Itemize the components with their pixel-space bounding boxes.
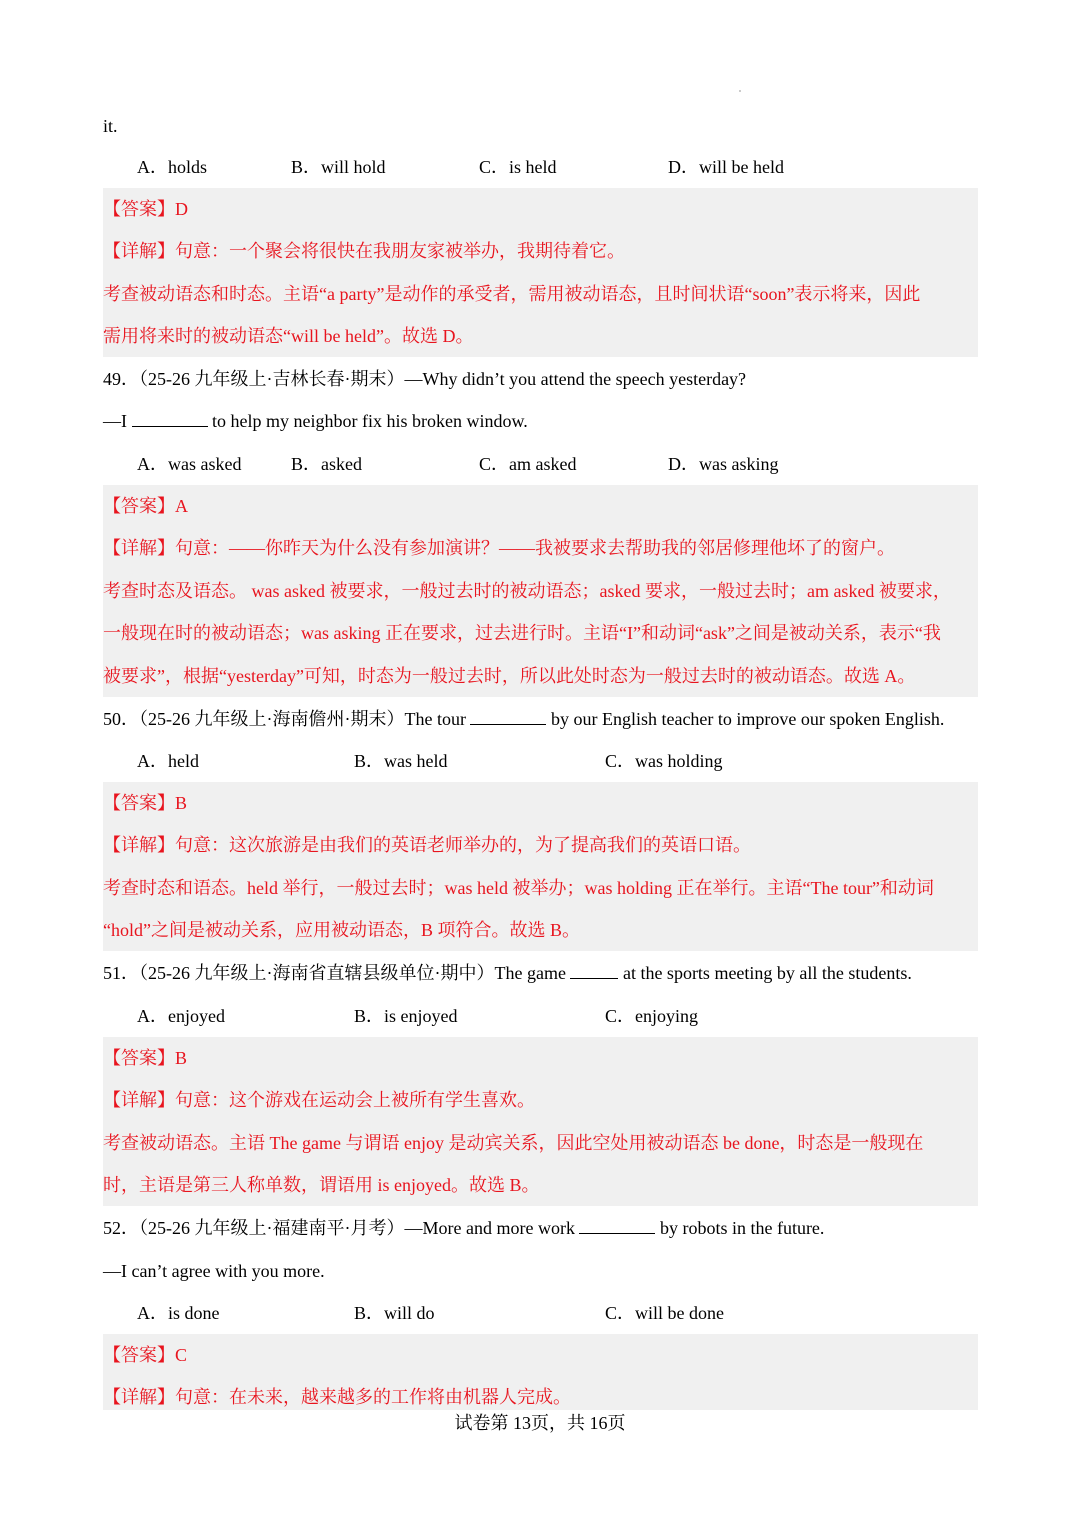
q48-stem-tail: it. — [103, 116, 118, 136]
q49-option-a: A．was asked — [137, 454, 242, 474]
q51-blank — [570, 960, 618, 979]
q49-stem-line-2: —I to help my neighbor fix his broken window. — [103, 406, 528, 436]
q48-option-a: A．holds — [137, 157, 208, 177]
q48-option-d: D．will be held — [668, 157, 784, 177]
q48-detail-line-3: 需用将来时的被动语态“will be held”。故选 D。 — [103, 326, 474, 346]
q51-detail-line-2: 考查被动语态。主语 The game 与谓语 enjoy 是动宾关系，因此空处用被动语态 be done，时态是一般现在 — [103, 1133, 924, 1153]
page-footer: 试卷第 13页，共 16页 — [454, 1413, 626, 1433]
q51-stem: 51．（25-26 九年级上·海南省直辖县级单位·期中）The game at the sports meeting by all the students. — [103, 958, 912, 988]
q52-option-a: A．is done — [137, 1303, 220, 1323]
q52-stem-line-1: 52．（25-26 九年级上·福建南平·月考）—More and more work by robots in the future. — [103, 1213, 824, 1243]
q50-option-b: B．was held — [354, 751, 448, 771]
q49-option-c: C．am asked — [479, 454, 577, 474]
q50-detail-line-2: 考查时态和语态。held 举行，一般过去时；was held 被举办；was holding 正在举行。主语“The tour”和动词 — [103, 878, 934, 898]
q48-detail-line-1: 【详解】句意：一个聚会将很快在我朋友家被举办，我期待着它。 — [103, 241, 625, 261]
q50-option-a: A．held — [137, 751, 199, 771]
q50-blank — [470, 706, 546, 725]
q51-detail-line-3: 时，主语是第三人称单数，谓语用 is enjoyed。故选 B。 — [103, 1175, 540, 1195]
q51-answer: 【答案】B — [103, 1048, 188, 1068]
q49-stem-line-1: 49．（25-26 九年级上·吉林长春·期末）—Why didn’t you attend the speech yesterday? — [103, 369, 747, 389]
q52-blank — [579, 1215, 655, 1234]
q51-option-a: A．enjoyed — [137, 1006, 225, 1026]
q49-detail-line-3: 一般现在时的被动语态；was asking 正在要求，过去进行时。主语“I”和动词“ask”之间是被动关系，表示“我 — [103, 623, 941, 643]
q51-option-c: C．enjoying — [605, 1006, 698, 1026]
q50-detail-line-3: “hold”之间是被动关系，应用被动语态，B 项符合。故选 B。 — [103, 920, 580, 940]
q52-answer: 【答案】C — [103, 1345, 188, 1365]
q50-answer: 【答案】B — [103, 793, 188, 813]
scan-dot — [739, 90, 741, 92]
q52-stem-line-2: —I can’t agree with you more. — [103, 1261, 325, 1281]
q49-answer: 【答案】A — [103, 496, 188, 516]
q49-detail-line-2: 考查时态及语态。 was asked 被要求，一般过去时的被动语态；asked 要求，一般过去时；am asked 被要求， — [103, 581, 951, 601]
q48-option-c: C．is held — [479, 157, 557, 177]
q49-detail-line-4: 被要求”，根据“yesterday”可知，时态为一般过去时，所以此处时态为一般过去时的被动语态。故选 A。 — [103, 666, 916, 686]
q49-blank — [132, 408, 208, 427]
q50-detail-line-1: 【详解】句意：这次旅游是由我们的英语老师举办的，为了提高我们的英语口语。 — [103, 835, 751, 855]
q48-detail-line-2: 考查被动语态和时态。主语“a party”是动作的承受者，需用被动语态，且时间状语“soon”表示将来，因此 — [103, 284, 921, 304]
q51-option-b: B．is enjoyed — [354, 1006, 458, 1026]
q49-option-b: B．asked — [291, 454, 362, 474]
q52-option-b: B．will do — [354, 1303, 435, 1323]
q48-answer: 【答案】D — [103, 199, 188, 219]
q49-option-d: D．was asking — [668, 454, 779, 474]
q49-detail-line-1: 【详解】句意：——你昨天为什么没有参加演讲？——我被要求去帮助我的邻居修理他坏了的窗户。 — [103, 538, 895, 558]
q52-detail-line-1: 【详解】句意：在未来，越来越多的工作将由机器人完成。 — [103, 1387, 571, 1407]
q50-stem: 50．（25-26 九年级上·海南儋州·期末）The tour by our English teacher to improve our spoken English. — [103, 704, 944, 734]
q52-option-c: C．will be done — [605, 1303, 724, 1323]
q48-option-b: B．will hold — [291, 157, 386, 177]
q51-detail-line-1: 【详解】句意：这个游戏在运动会上被所有学生喜欢。 — [103, 1090, 535, 1110]
q50-option-c: C．was holding — [605, 751, 723, 771]
